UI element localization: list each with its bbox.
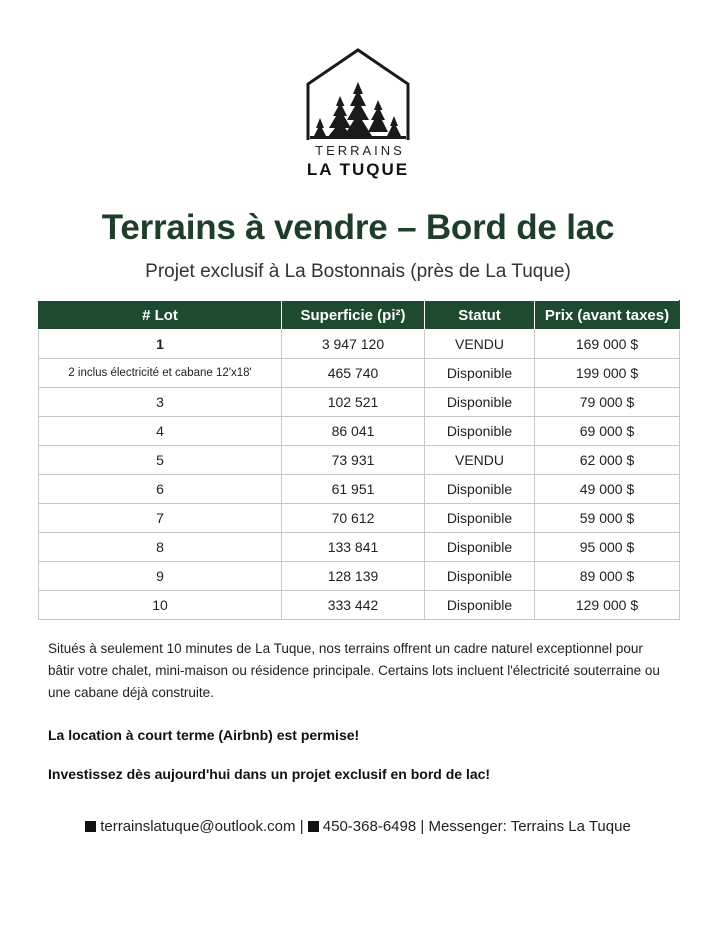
square-bullet-icon [85, 821, 96, 832]
table-row [39, 533, 680, 562]
table-row [39, 446, 680, 475]
cell-lot: 7 [39, 504, 282, 533]
contact-separator: | [299, 818, 304, 835]
header-prix: Prix (avant taxes) [535, 301, 680, 330]
description-line: Situés à seulement 10 minutes de La Tuque, nos terrains offrent un cadre naturel exceptionnel pour [48, 641, 643, 656]
contact-line [0, 818, 716, 835]
cell-prix: 89 000 $ [535, 562, 680, 591]
cell-statut: VENDU [425, 446, 535, 475]
cell-prix: 129 000 $ [535, 591, 680, 620]
airbnb-note: La location à court terme (Airbnb) est permise! [48, 727, 360, 743]
cell-lot: 3 [39, 388, 282, 417]
brand-line-1: TERRAINS [315, 143, 405, 158]
cell-superficie: 128 139 [282, 562, 425, 591]
table-row [39, 388, 680, 417]
cell-statut: Disponible [425, 388, 535, 417]
lots-table [38, 300, 680, 620]
cell-lot: 5 [39, 446, 282, 475]
cell-lot: 9 [39, 562, 282, 591]
table-row [39, 417, 680, 446]
cell-statut: Disponible [425, 417, 535, 446]
cell-statut: VENDU [425, 330, 535, 359]
cell-superficie: 61 951 [282, 475, 425, 504]
cell-superficie: 3 947 120 [282, 330, 425, 359]
cell-statut: Disponible [425, 359, 535, 388]
table-row [39, 330, 680, 359]
cell-superficie: 333 442 [282, 591, 425, 620]
cell-lot: 10 [39, 591, 282, 620]
contact-messenger[interactable]: Messenger: Terrains La Tuque [428, 818, 631, 835]
header-statut: Statut [425, 301, 535, 330]
house-trees-icon [300, 44, 416, 144]
cell-superficie: 133 841 [282, 533, 425, 562]
cell-prix: 69 000 $ [535, 417, 680, 446]
cell-superficie: 73 931 [282, 446, 425, 475]
cell-statut: Disponible [425, 533, 535, 562]
contact-phone[interactable]: 450-368-6498 [322, 818, 417, 835]
call-to-action: Investissez dès aujourd'hui dans un projet exclusif en bord de lac! [48, 766, 491, 782]
cell-lot: 2 inclus électricité et cabane 12'x18' [39, 359, 282, 388]
cell-lot: 6 [39, 475, 282, 504]
cell-prix: 199 000 $ [535, 359, 680, 388]
cell-prix: 62 000 $ [535, 446, 680, 475]
brand-line-2: LA TUQUE [306, 160, 410, 179]
cell-superficie: 86 041 [282, 417, 425, 446]
table-row [39, 562, 680, 591]
cell-prix: 169 000 $ [535, 330, 680, 359]
cell-lot: 4 [39, 417, 282, 446]
table-header-row [39, 301, 680, 330]
square-bullet-icon [308, 821, 319, 832]
description-line: une cabane déjà construite. [48, 685, 214, 700]
page-title: Terrains à vendre – Bord de lac [101, 208, 615, 247]
cell-prix: 79 000 $ [535, 388, 680, 417]
cell-superficie: 465 740 [282, 359, 425, 388]
header-superficie: Superficie (pi²) [282, 301, 425, 330]
cell-statut: Disponible [425, 562, 535, 591]
cell-lot: 8 [39, 533, 282, 562]
description [48, 638, 678, 704]
cell-lot: 1 [39, 330, 282, 359]
contact-email[interactable]: terrainslatuque@outlook.com [100, 818, 296, 835]
cell-statut: Disponible [425, 475, 535, 504]
cell-superficie: 70 612 [282, 504, 425, 533]
cell-prix: 49 000 $ [535, 475, 680, 504]
cell-superficie: 102 521 [282, 388, 425, 417]
table-row [39, 591, 680, 620]
cell-prix: 95 000 $ [535, 533, 680, 562]
cell-prix: 59 000 $ [535, 504, 680, 533]
header-lot: # Lot [39, 301, 282, 330]
cell-statut: Disponible [425, 504, 535, 533]
table-row [39, 359, 680, 388]
contact-separator: | [420, 818, 425, 835]
description-line: bâtir votre chalet, mini-maison ou résidence principale. Certains lots incluent l'électricité souterraine ou [48, 663, 660, 678]
table-row [39, 504, 680, 533]
page-subtitle: Projet exclusif à La Bostonnais (près de La Tuque) [145, 261, 571, 282]
table-row [39, 475, 680, 504]
cell-statut: Disponible [425, 591, 535, 620]
